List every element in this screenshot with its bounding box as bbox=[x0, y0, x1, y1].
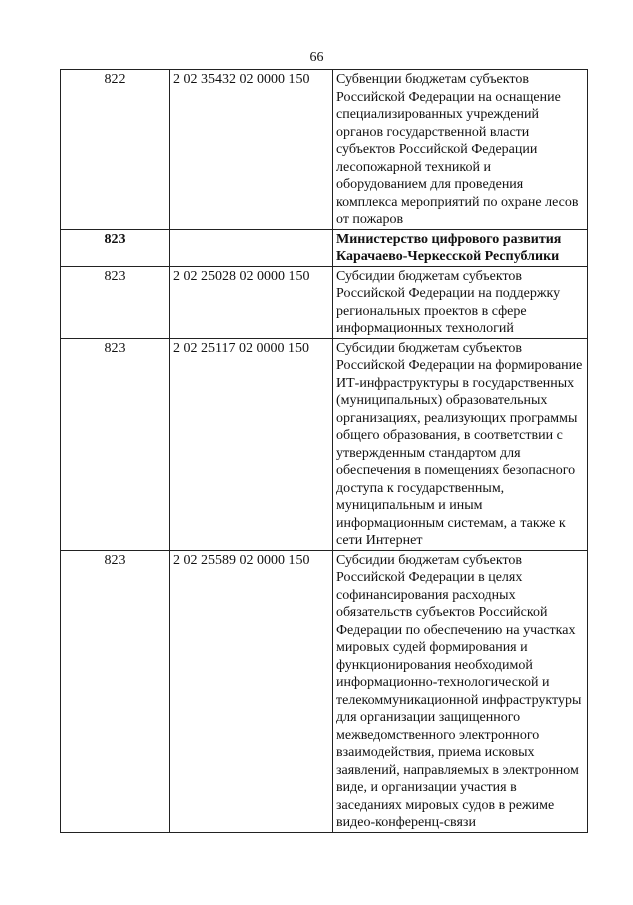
admin-code-cell: 822 bbox=[61, 70, 170, 230]
page-number: 66 bbox=[309, 50, 324, 65]
income-name-cell: Субвенции бюджетам субъектов Российской Федерации на оснащение специализированных учреждений органов государственной власти субъектов Российской Федерации лесопожарной техникой и оборудованием для проведения комплекса мероприятий по охране лесов от пожаров bbox=[333, 70, 588, 230]
table-row bbox=[61, 70, 588, 230]
income-name-cell: Субсидии бюджетам субъектов Российской Федерации на поддержку региональных проектов в сфере информационных технологий bbox=[333, 266, 588, 338]
income-code-cell: 2 02 35432 02 0000 150 bbox=[170, 70, 333, 230]
ministry-name-cell: Министерство цифрового развития Карачаево-Черкесской Республики bbox=[333, 229, 588, 266]
budget-classification-table bbox=[60, 69, 588, 833]
table-row bbox=[61, 550, 588, 832]
income-code-cell: 2 02 25589 02 0000 150 bbox=[170, 550, 333, 832]
table-row bbox=[61, 338, 588, 550]
income-name-cell: Субсидии бюджетам субъектов Российской Федерации на формирование ИТ-инфраструктуры в государственных (муниципальных) образовательных организациях, реализующих программы общего образования, в соответствии с утвержденным стандартом для обеспечения в помещениях безопасного доступа к государственным, муниципальным и иным информационным системам, а также к сети Интернет bbox=[333, 338, 588, 550]
income-code-cell: 2 02 25117 02 0000 150 bbox=[170, 338, 333, 550]
admin-code-cell: 823 bbox=[61, 229, 170, 266]
income-code-cell bbox=[170, 229, 333, 266]
admin-code-cell: 823 bbox=[61, 338, 170, 550]
admin-code-cell: 823 bbox=[61, 266, 170, 338]
income-name-cell: Субсидии бюджетам субъектов Российской Федерации в целях софинансирования расходных обязательств субъектов Российской Федерации по обеспечению на участках мировых судей формирования и функционирования необходимой информационно-технологической и телекоммуникационной инфраструктуры для организации защищенного межведомственного электронного взаимодействия, приема исковых заявлений, направляемых в электронном виде, и организации участия в заседаниях мировых судов в режиме видео-конференц-связи bbox=[333, 550, 588, 832]
income-code-cell: 2 02 25028 02 0000 150 bbox=[170, 266, 333, 338]
table-row-ministry bbox=[61, 229, 588, 266]
table-row bbox=[61, 266, 588, 338]
admin-code-cell: 823 bbox=[61, 550, 170, 832]
